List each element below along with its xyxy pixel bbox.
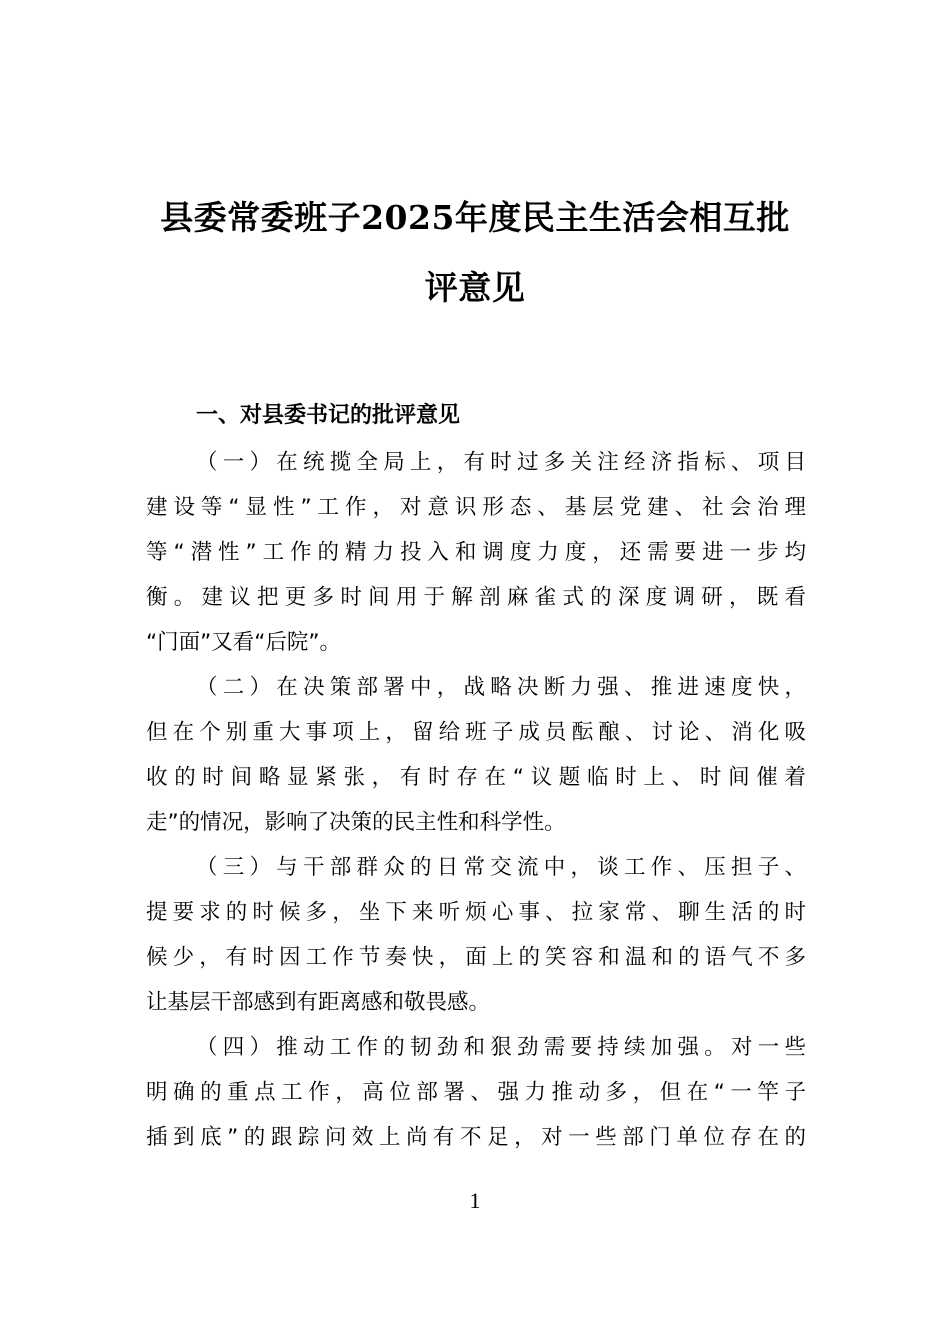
page-number: 1 xyxy=(469,1188,481,1213)
paragraph-line: 建设等“显性”工作，对意识形态、基层党建、社会治理 xyxy=(146,495,806,520)
paragraph-3 xyxy=(146,845,806,1025)
paragraph-line: 走”的情况，影响了决策的民主性和科学性。 xyxy=(146,810,566,835)
paragraph-line: （三）与干部群众的日常交流中，谈工作、压担子、 xyxy=(196,855,806,880)
paragraph-line: 衡。建议把更多时间用于解剖麻雀式的深度调研，既看 xyxy=(146,585,806,610)
paragraph-line: 明确的重点工作，高位部署、强力推动多，但在“一竿子 xyxy=(146,1080,806,1105)
paragraph-2 xyxy=(146,665,806,845)
document-title-line-1: 县委常委班子2025年度民主生活会相互批 xyxy=(160,198,790,237)
section-heading: 一、对县委书记的批评意见 xyxy=(196,403,461,428)
paragraph-1 xyxy=(146,440,806,665)
paragraph-line: 插到底”的跟踪问效上尚有不足，对一些部门单位存在的 xyxy=(146,1125,806,1150)
paragraph-4 xyxy=(146,1025,806,1160)
paragraph-line: 让基层干部感到有距离感和敬畏感。 xyxy=(146,990,491,1015)
paragraph-line: 但在个别重大事项上，留给班子成员酝酿、讨论、消化吸 xyxy=(146,720,806,745)
paragraph-line: （二）在决策部署中，战略决断力强、推进速度快， xyxy=(196,675,806,700)
paragraph-line: （四）推动工作的韧劲和狠劲需要持续加强。对一些 xyxy=(196,1035,806,1060)
paragraph-line: “门面”又看“后院”。 xyxy=(146,630,342,655)
paragraph-line: 等“潜性”工作的精力投入和调度力度，还需要进一步均 xyxy=(146,540,806,565)
paragraph-line: 候少，有时因工作节奏快，面上的笑容和温和的语气不多 xyxy=(146,945,806,970)
document-title-line-2: 评意见 xyxy=(424,268,526,307)
paragraph-line: （一）在统揽全局上，有时过多关注经济指标、项目 xyxy=(196,450,806,475)
paragraph-line: 收的时间略显紧张，有时存在“议题临时上、时间催着 xyxy=(146,765,806,790)
paragraph-line: 提要求的时候多，坐下来听烦心事、拉家常、聊生活的时 xyxy=(146,900,806,925)
